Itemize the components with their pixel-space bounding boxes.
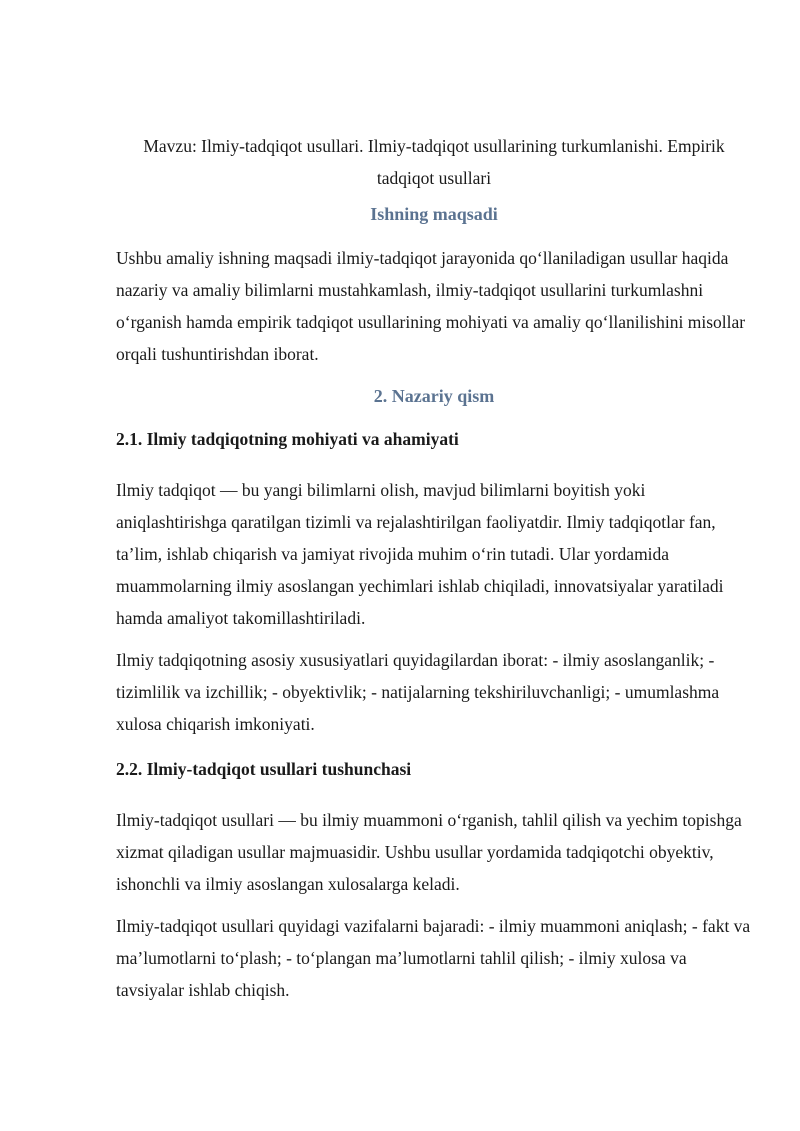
document-title: Mavzu: Ilmiy-tadqiqot usullari. Ilmiy-tadqiqot usullarining turkumlanishi. Empirik tadqiqot usullari	[143, 136, 725, 188]
section-2-1-paragraph-1: Ilmiy tadqiqot — bu yangi bilimlarni olish, mavjud bilimlarni boyitish yoki aniqlashtirishga qaratilgan tizimli va rejalashtirilgan faoliyatdir. Ilmiy tadqiqotlar fan, ta’lim, ishlab chiqarish va jamiyat rivojida muhim o‘rin tutadi. Ular yordamida muammolarning ilmiy asoslangan yechimlari ishlab chiqiladi, innovatsiyalar yaratiladi hamda amaliyot takomillashtiriladi.	[116, 480, 724, 628]
goal-paragraph: Ushbu amaliy ishning maqsadi ilmiy-tadqiqot jarayonida qo‘llaniladigan usullar haqida nazariy va amaliy bilimlarni mustahkamlash, ilmiy-tadqiqot usullarini turkumlashni o‘rganish hamda empirik tadqiqot usullarining mohiyati va amaliy qo‘llanilishini misollar orqali tushuntirishdan iborat.	[116, 248, 746, 364]
section-2-1-heading: 2.1. Ilmiy tadqiqotning mohiyati va ahamiyati	[116, 429, 459, 449]
theory-heading: 2. Nazariy qism	[373, 386, 495, 406]
section-2-2-paragraph-2: Ilmiy-tadqiqot usullari quyidagi vazifalarni bajaradi: - ilmiy muammoni aniqlash; - fakt va ma’lumotlarni to‘plash; - to‘plangan ma’lumotlarni tahlil qilish; - ilmiy xulosa va tavsiyalar ishlab chiqish.	[116, 916, 751, 1000]
section-2-2-heading: 2.2. Ilmiy-tadqiqot usullari tushunchasi	[116, 759, 412, 779]
section-2-2-paragraph-1: Ilmiy-tadqiqot usullari — bu ilmiy muammoni o‘rganish, tahlil qilish va yechim topishga xizmat qiladigan usullar majmuasidir. Ushbu usullar yordamida tadqiqotchi obyektiv, ishonchli va ilmiy asoslangan xulosalarga keladi.	[116, 810, 742, 894]
goal-heading: Ishning maqsadi	[370, 204, 498, 224]
section-2-1-paragraph-2: Ilmiy tadqiqotning asosiy xususiyatlari quyidagilardan iborat: - ilmiy asoslanganlik; - tizimlilik va izchillik; - obyektivlik; - natijalarning tekshiriluvchanligi; - umumlashma xulosa chiqarish imkoniyati.	[116, 650, 720, 734]
